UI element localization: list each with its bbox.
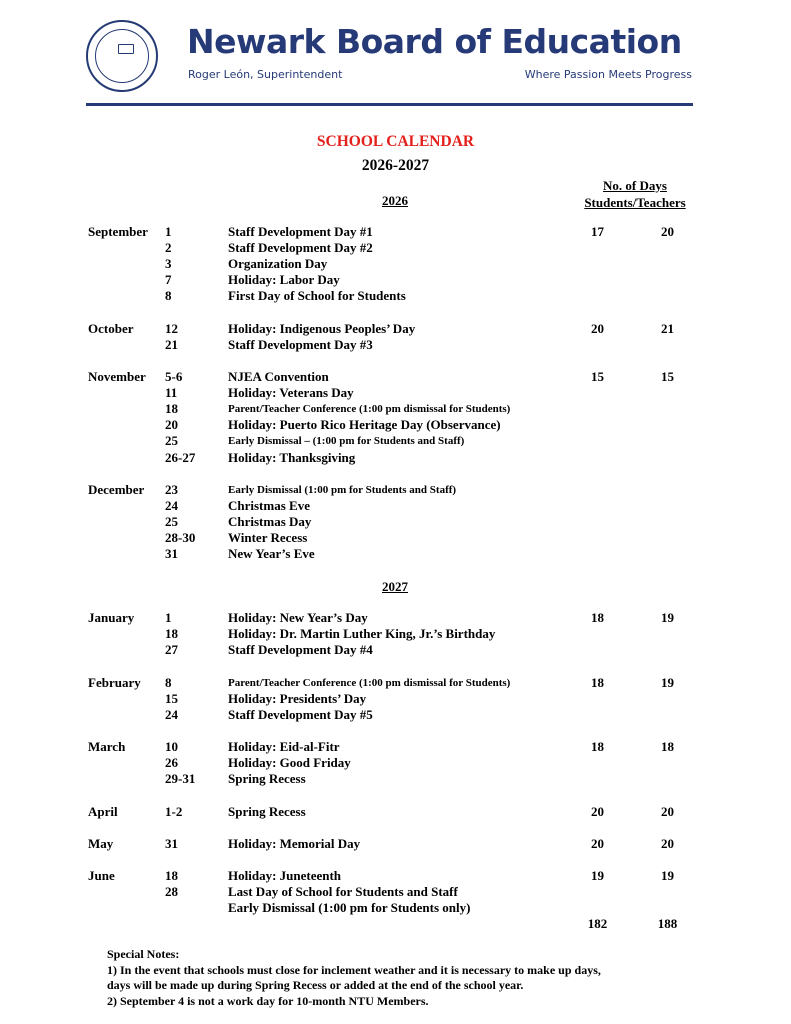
teacher-days: 15 [661, 369, 674, 384]
year-heading-2027: 2027 [382, 579, 408, 594]
event-date: 1 [165, 224, 172, 239]
event-description: Holiday: Juneteenth [228, 868, 342, 883]
event-date: 25 [165, 433, 178, 449]
student-days: 20 [591, 804, 604, 819]
event-date: 7 [165, 272, 172, 288]
total-teachers: 188 [657, 916, 678, 931]
event-date: 3 [165, 256, 172, 272]
event-date: 8 [165, 288, 172, 304]
event-description: NJEA Convention [228, 369, 329, 384]
student-days: 18 [591, 739, 604, 754]
event-date: 10 [165, 739, 178, 754]
event-description: Holiday: New Year’s Day [228, 610, 368, 625]
days-header-line1: No. of Days [603, 178, 667, 193]
month-name: February [88, 675, 141, 690]
student-days: 18 [591, 610, 604, 625]
event-description: Christmas Eve [228, 498, 310, 514]
total-students: 182 [587, 916, 608, 931]
event-description: Spring Recess [228, 804, 306, 819]
teacher-days: 21 [661, 321, 674, 336]
tagline: Where Passion Meets Progress [524, 68, 692, 81]
event-description: Holiday: Memorial Day [228, 836, 361, 851]
event-description: Parent/Teacher Conference (1:00 pm dismissal for Students) [228, 403, 511, 416]
superintendent-name: Roger León, Superintendent [188, 68, 343, 81]
event-date: 1 [165, 610, 172, 625]
teacher-days: 20 [661, 804, 674, 819]
year-heading-2026: 2026 [382, 193, 408, 208]
event-description: Organization Day [228, 256, 328, 272]
notes-heading: Special Notes: [107, 947, 180, 961]
days-column-header [575, 177, 695, 211]
teacher-days: 19 [661, 868, 674, 883]
event-description: Holiday: Presidents’ Day [228, 691, 367, 707]
event-description: Holiday: Puerto Rico Heritage Day (Observance) [228, 417, 501, 433]
teacher-days: 20 [661, 836, 674, 851]
event-description: Staff Development Day #2 [228, 240, 373, 256]
event-date: 25 [165, 514, 178, 530]
event-date: 28 [165, 884, 178, 900]
event-description: Holiday: Good Friday [228, 755, 351, 771]
student-days: 17 [591, 224, 604, 239]
month-name: June [88, 868, 115, 883]
month-name: January [88, 610, 135, 625]
event-date: 23 [165, 482, 178, 497]
event-description: Spring Recess [228, 771, 306, 787]
teacher-days: 19 [661, 675, 674, 690]
event-date: 24 [165, 707, 178, 723]
teacher-days: 20 [661, 224, 674, 239]
month-name: October [88, 321, 134, 336]
event-description: Winter Recess [228, 530, 308, 546]
event-description: Staff Development Day #1 [228, 224, 373, 239]
event-date: 27 [165, 642, 178, 658]
event-description: Staff Development Day #3 [228, 337, 373, 353]
calendar-title: SCHOOL CALENDAR [316, 133, 475, 150]
event-date: 24 [165, 498, 178, 514]
org-name: Newark Board of Education [187, 22, 682, 61]
month-name: May [88, 836, 114, 851]
event-description: Parent/Teacher Conference (1:00 pm dismissal for Students) [228, 677, 511, 689]
teacher-days: 19 [661, 610, 674, 625]
month-name: April [88, 804, 118, 819]
event-date: 2 [165, 240, 172, 256]
seal-inner-ring [95, 29, 149, 83]
event-date: 31 [165, 546, 178, 562]
board-seal-logo [86, 20, 158, 92]
event-description: Last Day of School for Students and Staff [228, 884, 458, 900]
event-description: Holiday: Veterans Day [228, 385, 354, 401]
event-date: 20 [165, 417, 178, 433]
event-date: 26-27 [165, 449, 196, 465]
teacher-days: 18 [661, 739, 674, 754]
event-date: 21 [165, 337, 178, 353]
event-description: Holiday: Indigenous Peoples’ Day [228, 321, 416, 336]
event-date: 31 [165, 836, 178, 851]
event-date: 28-30 [165, 530, 196, 546]
event-description: New Year’s Eve [228, 546, 315, 562]
event-date: 18 [165, 626, 178, 642]
note-line: days will be made up during Spring Recess or added at the end of the school year. [107, 978, 524, 992]
event-date: 5-6 [165, 369, 183, 384]
header-divider [86, 103, 693, 106]
special-notes [107, 947, 601, 1009]
event-date: 12 [165, 321, 178, 336]
event-description: Early Dismissal (1:00 pm for Students and Staff) [228, 484, 457, 496]
event-date: 18 [165, 401, 178, 417]
days-header-line2: Students/Teachers [584, 195, 686, 210]
event-description: Holiday: Dr. Martin Luther King, Jr.’s Birthday [228, 626, 496, 642]
event-date: 29-31 [165, 771, 196, 787]
note-line: 1) In the event that schools must close for inclement weather and it is necessary to make up days, [107, 962, 601, 977]
student-days: 18 [591, 675, 604, 690]
event-description: Early Dismissal – (1:00 pm for Students and Staff) [228, 435, 465, 448]
event-date: 26 [165, 755, 178, 771]
event-date: 11 [165, 385, 178, 401]
book-icon [118, 44, 134, 54]
event-date: 18 [165, 868, 178, 883]
event-description: First Day of School for Students [228, 288, 406, 304]
event-date: 8 [165, 675, 172, 690]
event-date: 15 [165, 691, 178, 707]
event-description: Holiday: Labor Day [228, 272, 340, 288]
month-name: September [88, 224, 148, 239]
month-name: November [88, 369, 146, 384]
note-line: 2) September 4 is not a work day for 10-month NTU Members. [107, 993, 429, 1008]
student-days: 20 [591, 321, 604, 336]
event-description: Holiday: Thanksgiving [228, 449, 356, 465]
event-description: Holiday: Eid-al-Fitr [228, 739, 340, 754]
month-name: March [88, 739, 126, 754]
event-date: 1-2 [165, 804, 183, 819]
school-years: 2026-2027 [361, 157, 430, 174]
student-days: 19 [591, 868, 604, 883]
event-description: Staff Development Day #5 [228, 707, 373, 723]
student-days: 20 [591, 836, 604, 851]
event-description: Christmas Day [228, 514, 312, 530]
event-description: Staff Development Day #4 [228, 642, 373, 658]
month-name: December [88, 482, 145, 497]
event-description: Early Dismissal (1:00 pm for Students only) [228, 900, 471, 916]
student-days: 15 [591, 369, 604, 384]
